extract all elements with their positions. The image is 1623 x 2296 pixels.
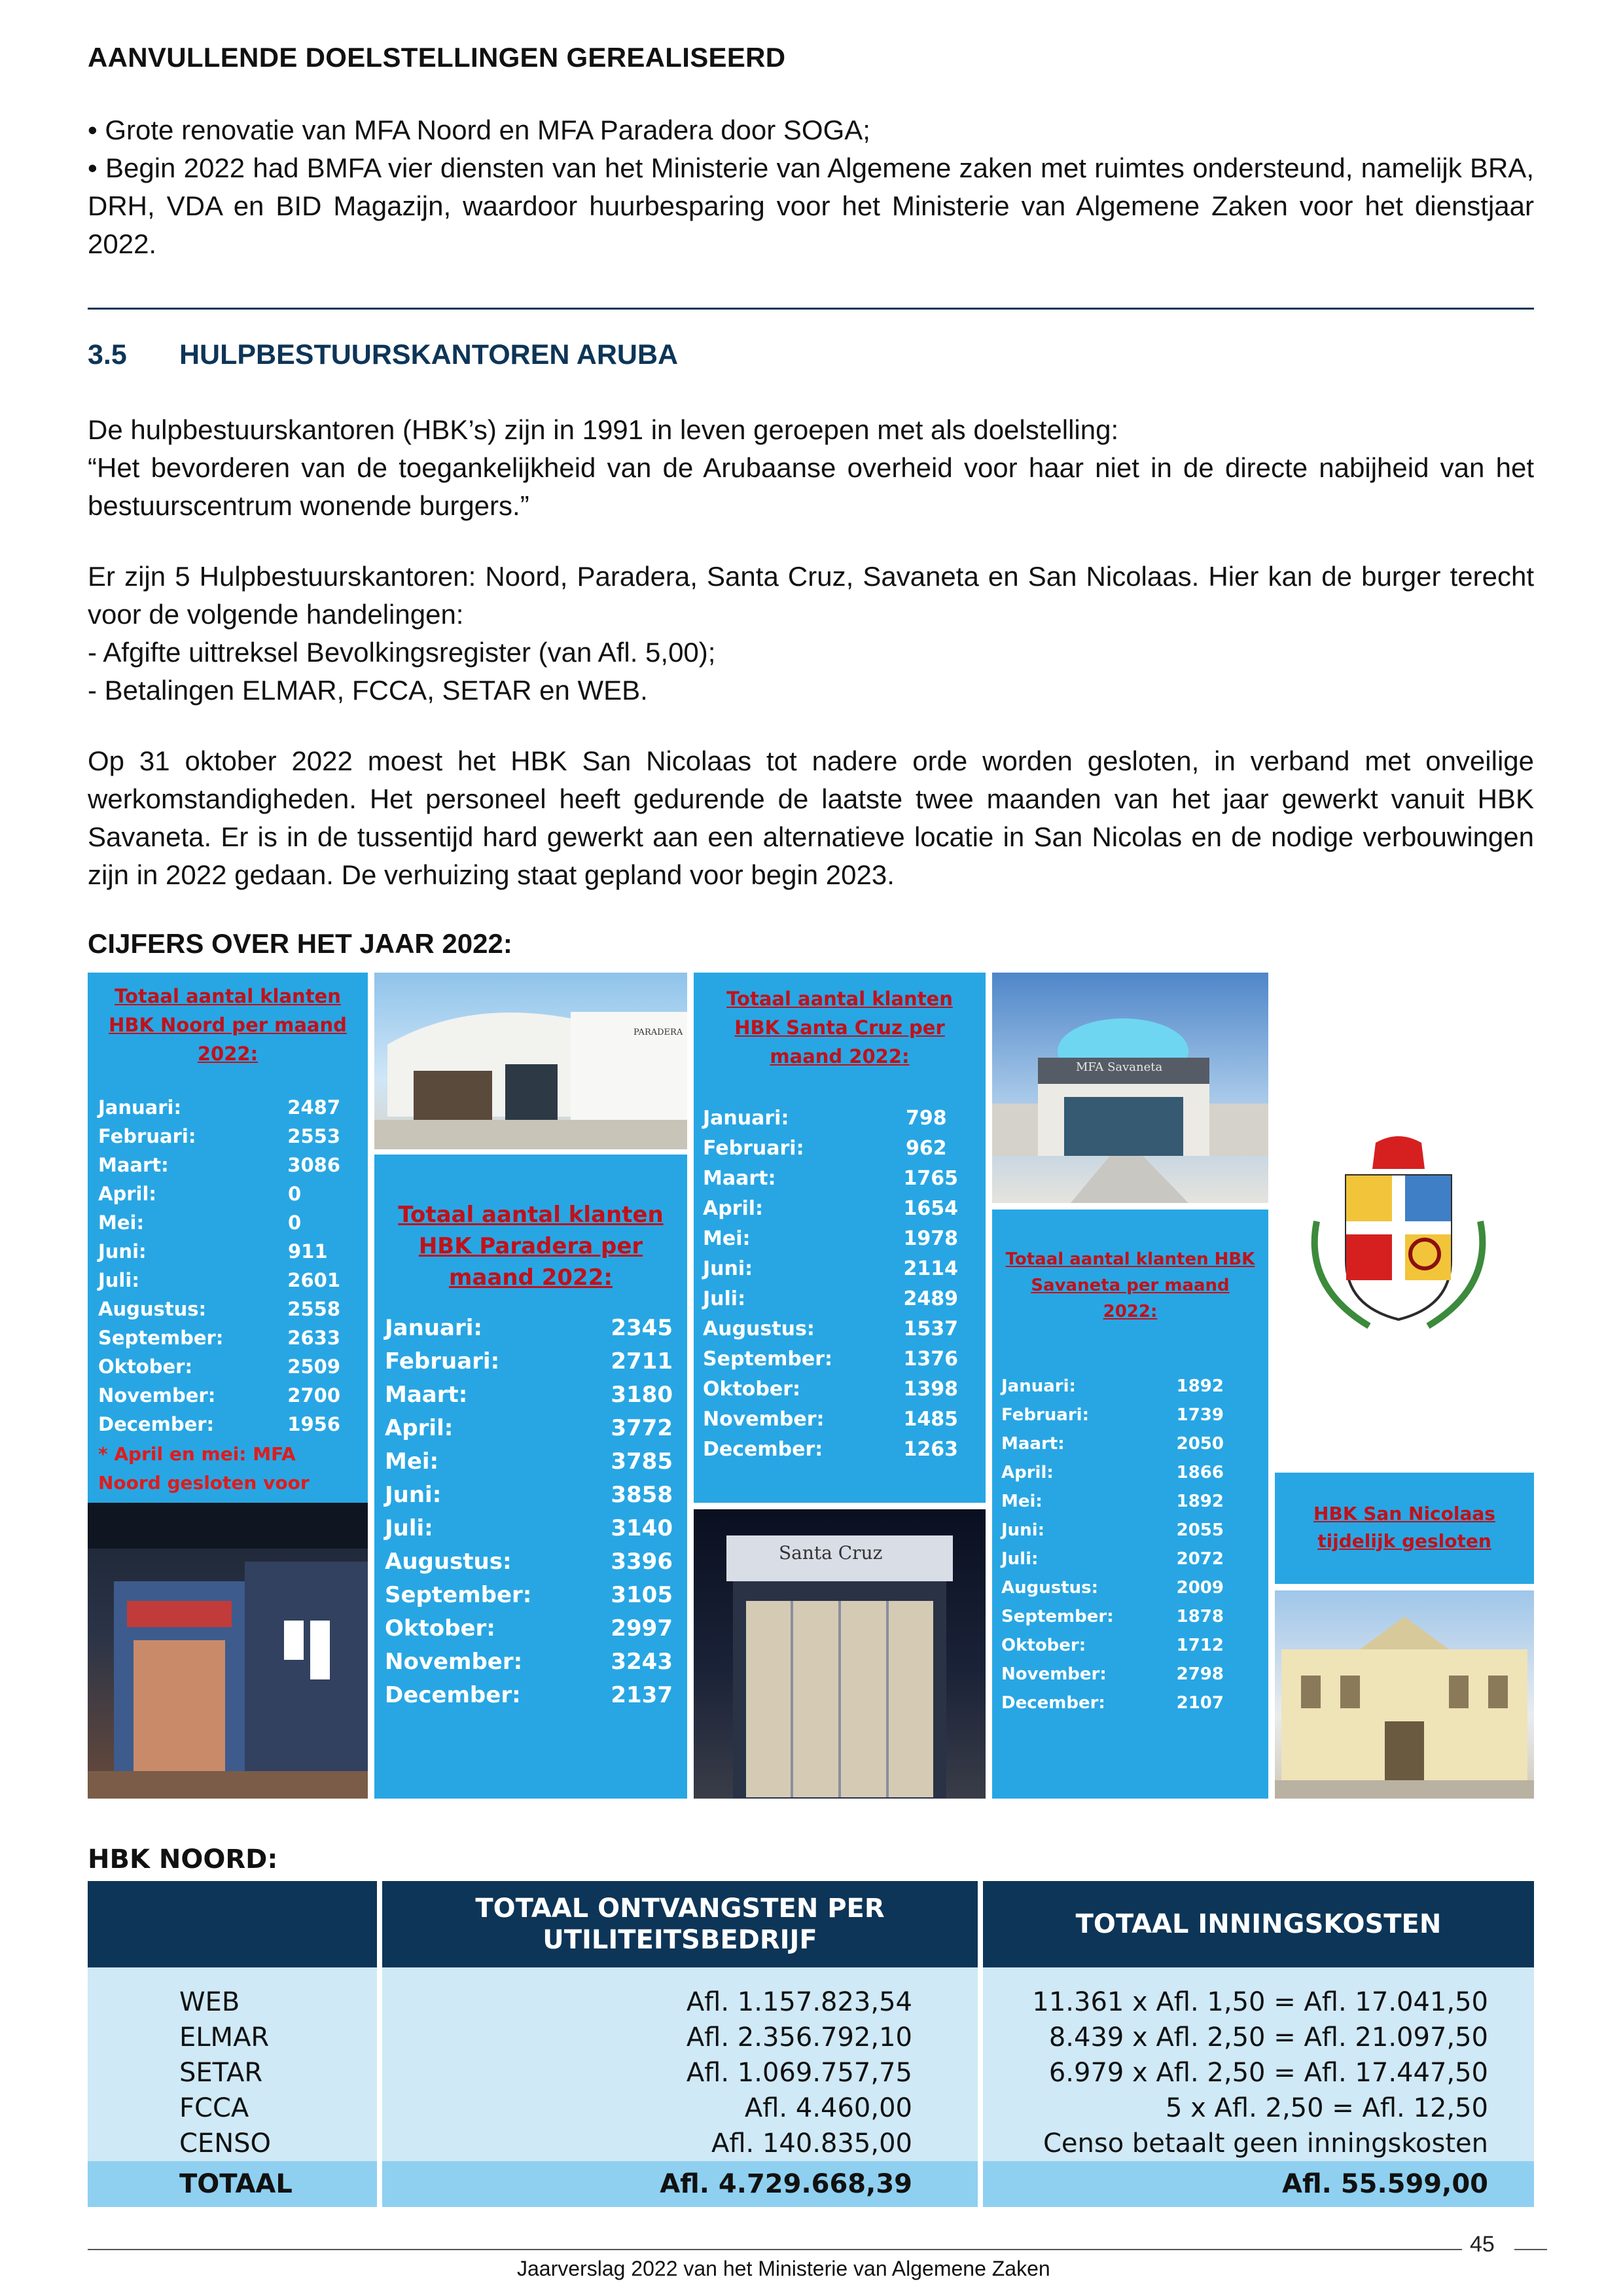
month-row: Januari: 1892: [1001, 1376, 1224, 1396]
photo-hbk-sannicolaas: [1275, 1590, 1534, 1799]
panel-santacruz-rows: [703, 1103, 958, 1465]
panel-noord-rows: [98, 1093, 340, 1439]
month-row: Mei: 3785: [385, 1448, 673, 1475]
month-row: Februari: 962: [703, 1137, 947, 1160]
month-row: September: 3105: [385, 1582, 673, 1608]
panel-savaneta-rows: [1001, 1372, 1224, 1717]
page-number: 45: [1470, 2232, 1495, 2257]
section-title: HULPBESTUURSKANTOREN ARUBA: [179, 339, 679, 370]
month-row: April: 0: [98, 1183, 302, 1205]
coat-of-arms-icon: [1291, 1130, 1507, 1346]
photo-hbk-paradera: [374, 973, 687, 1149]
table-row-label: SETAR: [179, 2058, 263, 2088]
month-row: Oktober: 2997: [385, 1615, 673, 1641]
table-row-label: CENSO: [179, 2128, 271, 2159]
table-header-row: [88, 1881, 1534, 1967]
month-row: Juli: 2072: [1001, 1549, 1224, 1569]
month-row: Augustus: 3396: [385, 1549, 673, 1575]
panel-noord-note: * April en mei: MFA Noord gesloten voor: [98, 1443, 310, 1494]
table-cell-costs: [983, 1967, 1534, 2161]
month-row: Augustus: 1537: [703, 1318, 958, 1340]
panel-noord-title: Totaal aantal klanten HBK Noord per maand 2022:: [109, 985, 347, 1065]
table-row-cost: 6.979 x Afl. 2,50 = Afl. 17.447,50: [1048, 2058, 1488, 2088]
month-row: December: 2137: [385, 1682, 673, 1708]
offices-text: Er zijn 5 Hulpbestuurskantoren: Noord, Paradera, Santa Cruz, Savaneta en San Nicolaas. Hier kan de burger terecht voor de volgende handelingen:: [88, 561, 1534, 630]
month-row: December: 2107: [1001, 1693, 1224, 1713]
month-row: April: 1654: [703, 1197, 958, 1220]
table-row-amount: Afl. 4.460,00: [744, 2093, 912, 2123]
table-total-row: [88, 2161, 1534, 2207]
section-number: 3.5: [88, 339, 127, 370]
month-row: Juni: 2055: [1001, 1520, 1224, 1540]
month-row: Mei: 1892: [1001, 1492, 1224, 1511]
month-row: Maart: 3180: [385, 1382, 673, 1408]
month-row: Maart: 1765: [703, 1167, 958, 1190]
paradera-sign: PARADERA: [633, 1028, 683, 1037]
intro-quote: “Het bevorderen van de toegankelijkheid van de Arubaanse overheid voor haar niet in de directe nabijheid van het bestuurscentrum wonende burgers.”: [88, 452, 1534, 521]
month-row: Juni: 3858: [385, 1482, 673, 1508]
table-row-amount: Afl. 1.069.757,75: [686, 2058, 912, 2088]
panel-sannicolaas-title: HBK San Nicolaas tijdelijk gesloten: [1313, 1503, 1495, 1552]
table-cell-amounts: [382, 1967, 978, 2161]
footer-rule: [88, 2249, 1462, 2250]
photo-hbk-santacruz: [694, 1509, 986, 1799]
month-row: November: 1485: [703, 1408, 958, 1431]
table-header-empty: [88, 1881, 377, 1967]
panel-savaneta: [992, 1210, 1268, 1799]
month-row: November: 3243: [385, 1649, 673, 1675]
month-row: Maart: 3086: [98, 1154, 340, 1176]
offices-item: - Afgifte uittreksel Bevolkingsregister (van Afl. 5,00);: [88, 637, 716, 668]
table-body-row: [88, 1967, 1534, 2161]
table-row-cost: 8.439 x Afl. 2,50 = Afl. 21.097,50: [1048, 2022, 1488, 2053]
month-row: Juli: 2601: [98, 1269, 340, 1291]
month-row: Oktober: 1398: [703, 1378, 958, 1401]
offices-paragraph: [88, 558, 1534, 709]
panel-paradera-rows: [385, 1312, 673, 1712]
table-total-cost: Afl. 55.599,00: [983, 2161, 1534, 2207]
month-row: Oktober: 2509: [98, 1355, 340, 1378]
footer-text: Jaarverslag 2022 van het Ministerie van Algemene Zaken: [517, 2257, 1050, 2280]
santacruz-sign: Santa Cruz: [779, 1542, 883, 1564]
panel-savaneta-title: Totaal aantal klanten HBK Savaneta per maand 2022:: [1005, 1249, 1255, 1321]
bullet-item: • Begin 2022 had BMFA vier diensten van het Ministerie van Algemene zaken met ruimtes ondersteund, namelijk BRA, DRH, VDA en BID Magazijn, waardoor huurbesparing voor het Ministerie van Algemene Zaken voor het dienstjaar 2022.: [88, 152, 1534, 259]
month-row: Oktober: 1712: [1001, 1636, 1224, 1655]
month-row: Januari: 798: [703, 1107, 947, 1130]
closure-paragraph: [88, 742, 1534, 894]
panel-noord: [88, 973, 368, 1503]
statistics-collage: [88, 973, 1534, 1799]
section-heading: [88, 339, 678, 371]
table-row-amount: Afl. 1.157.823,54: [686, 1987, 912, 2017]
panel-paradera: [374, 1155, 687, 1799]
intro-paragraph: [88, 411, 1534, 525]
bullet-list: [88, 111, 1534, 263]
month-row: Januari: 2345: [385, 1315, 673, 1341]
footer-rule-short: [1514, 2249, 1547, 2250]
table-row-cost: 11.361 x Afl. 1,50 = Afl. 17.041,50: [1032, 1987, 1488, 2017]
table-row-amount: Afl. 2.356.792,10: [686, 2022, 912, 2053]
month-row: Mei: 0: [98, 1211, 302, 1234]
table-row-label: WEB: [179, 1987, 240, 2017]
panel-santacruz: [694, 973, 986, 1503]
hbk-noord-table: [82, 1881, 1539, 2207]
photo-hbk-noord: [88, 1503, 368, 1799]
aruba-coat-of-arms: [1291, 1130, 1507, 1346]
month-row: Maart: 2050: [1001, 1434, 1224, 1454]
month-row: December: 1263: [703, 1438, 958, 1461]
table-total-label: TOTAAL: [88, 2161, 377, 2207]
photo-hbk-savaneta: [992, 973, 1268, 1203]
savaneta-sign: MFA Savaneta: [1076, 1060, 1163, 1074]
month-row: Februari: 2553: [98, 1125, 340, 1147]
month-row: Augustus: 2558: [98, 1298, 340, 1320]
table-row-label: FCCA: [179, 2093, 249, 2123]
month-row: Juni: 911: [98, 1240, 328, 1263]
month-row: Juni: 2114: [703, 1257, 958, 1280]
intro-line: De hulpbestuurskantoren (HBK’s) zijn in 1991 in leven geroepen met als doelstelling:: [88, 414, 1119, 445]
table-header-costs: TOTAAL INNINGSKOSTEN: [983, 1881, 1534, 1967]
panel-santacruz-title: Totaal aantal klanten HBK Santa Cruz per maand 2022:: [726, 988, 953, 1067]
month-row: December: 1956: [98, 1413, 340, 1435]
table-row-amount: Afl. 140.835,00: [711, 2128, 912, 2159]
section-divider: [88, 308, 1534, 310]
panel-sannicolaas: [1275, 1473, 1534, 1584]
month-row: Juli: 3140: [385, 1515, 673, 1541]
table-total-amount: Afl. 4.729.668,39: [382, 2161, 978, 2207]
table-row-cost: 5 x Afl. 2,50 = Afl. 12,50: [1165, 2093, 1488, 2123]
closure-text: Op 31 oktober 2022 moest het HBK San Nicolaas tot nadere orde worden gesloten, in verband met onveilige werkomstandigheden. Het personeel heeft gedurende de laatste twee maanden van het jaar gewerkt vanuit HBK Savaneta. Er is in de tussentijd hard gewerkt aan een alternatieve locatie in San Nicolas en de nodige verbouwingen zijn in 2022 gedaan. De verhuizing staat gepland voor begin 2023.: [88, 745, 1534, 890]
heading-additional-goals: AANVULLENDE DOELSTELLINGEN GEREALISEERD: [88, 42, 786, 73]
month-row: September: 1878: [1001, 1607, 1224, 1626]
month-row: September: 2633: [98, 1327, 340, 1349]
offices-item: - Betalingen ELMAR, FCCA, SETAR en WEB.: [88, 675, 648, 706]
month-row: Juli: 2489: [703, 1287, 958, 1310]
month-row: Januari: 2487: [98, 1096, 340, 1119]
month-row: Februari: 2711: [385, 1348, 673, 1374]
month-row: Mei: 1978: [703, 1227, 958, 1250]
building-noord-icon: [88, 1503, 368, 1799]
month-row: April: 1866: [1001, 1463, 1224, 1482]
month-row: April: 3772: [385, 1415, 673, 1441]
month-row: November: 2798: [1001, 1664, 1224, 1684]
table-cell-labels: [88, 1967, 377, 2161]
panel-paradera-title: Totaal aantal klanten HBK Paradera per maand 2022:: [398, 1202, 664, 1291]
month-row: Augustus: 2009: [1001, 1578, 1224, 1598]
table-row-label: ELMAR: [179, 2022, 270, 2053]
table-row-cost: Censo betaalt geen inningskosten: [1043, 2128, 1488, 2159]
month-row: Februari: 1739: [1001, 1405, 1224, 1425]
table-header-receipts: TOTAAL ONTVANGSTEN PER UTILITEITSBEDRIJF: [382, 1881, 978, 1967]
figures-heading: CIJFERS OVER HET JAAR 2022:: [88, 928, 512, 959]
month-row: November: 2700: [98, 1384, 340, 1407]
bullet-item: • Grote renovatie van MFA Noord en MFA Paradera door SOGA;: [88, 115, 870, 145]
table-title: HBK NOORD:: [88, 1844, 278, 1874]
month-row: September: 1376: [703, 1348, 958, 1371]
